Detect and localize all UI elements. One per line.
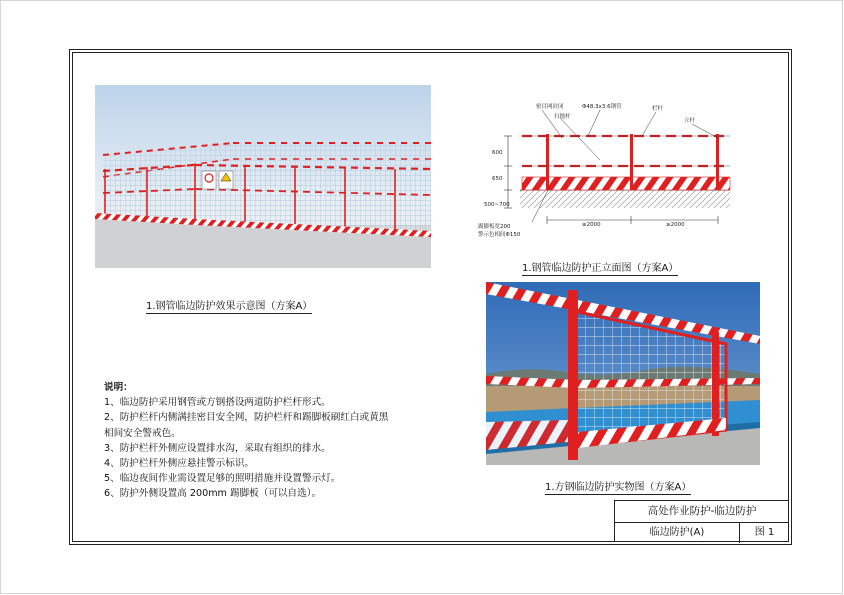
- rail-label: 栏杆: [652, 106, 664, 112]
- warning-color-label: 警示色相间Φ150: [478, 232, 521, 238]
- photo-caption: 1.方钢临边防护实物图（方案A）: [545, 478, 691, 495]
- title-block-main-title: 高处作业防护-临边防护: [615, 501, 789, 523]
- elevation-drawing: [470, 98, 760, 248]
- dense-mesh-label: 密目网封闭: [536, 104, 564, 110]
- pipe-spec-label: Φ48.3x3.6钢管: [582, 104, 622, 110]
- note-item: 2、防护栏杆内侧满挂密目安全网，防护栏杆和踢脚板刷红白或黄黑: [104, 412, 389, 424]
- title-block-drawing-name: 临边防护(A): [615, 523, 740, 543]
- dim-500-700-label: 500~700: [484, 202, 510, 208]
- notes-title: 说明：: [104, 382, 133, 393]
- guardrail-render-image: [95, 85, 431, 268]
- title-block-drawing-no: 图 1: [754, 527, 775, 538]
- notes-section: [104, 380, 449, 502]
- post-label: 立杆: [684, 118, 696, 124]
- note-item: 3、防护栏杆外侧应设置排水沟，采取有组织的排水。: [104, 442, 331, 454]
- note-item: 1、临边防护采用钢管或方钢搭设两道防护栏杆形式。: [104, 397, 331, 409]
- dim-600-label: 600: [492, 150, 503, 156]
- dim-2000b-label: ≥2000: [666, 222, 685, 228]
- toe-board-label: 踢脚板宽200: [478, 224, 511, 230]
- note-item: 4、防护栏杆外侧应悬挂警示标识。: [104, 458, 255, 470]
- note-item: 6、防护外侧设置高 200mm 踢脚板（可以自选）。: [104, 488, 322, 500]
- dim-650-label: 650: [492, 176, 503, 182]
- dim-2000a-label: ≥2000: [582, 222, 601, 228]
- guardrail-photo: [486, 282, 760, 465]
- note-item: 5、临边夜间作业需设置足够的照明措施并设置警示灯。: [104, 473, 341, 485]
- title-block: [614, 500, 789, 542]
- elevation-caption: 1.钢管临边防护正立面图（方案A）: [522, 259, 678, 276]
- note-item: 相间安全警戒色。: [104, 427, 181, 439]
- sweep-rod-label: 扫地杆: [554, 114, 571, 120]
- render-caption: 1.钢管临边防护效果示意图（方案A）: [146, 297, 312, 314]
